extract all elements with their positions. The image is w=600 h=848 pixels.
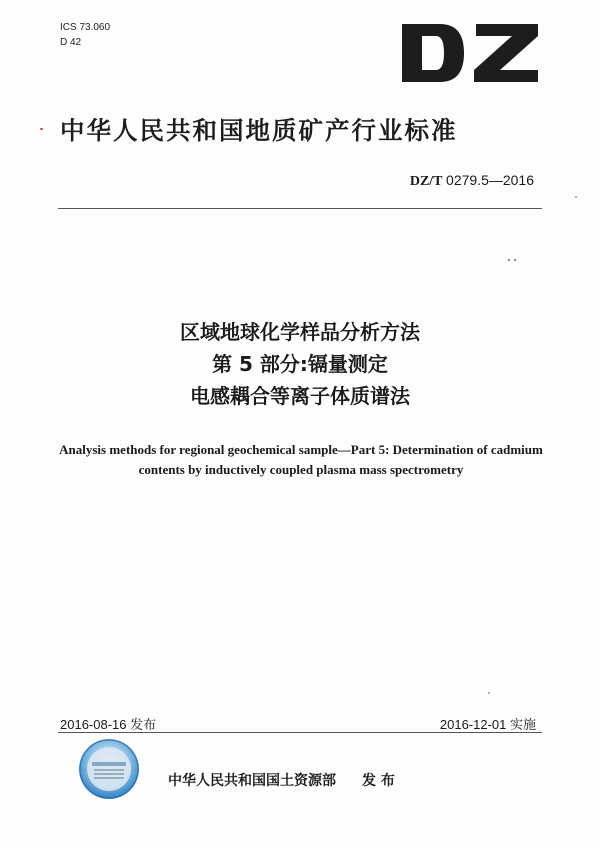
chinese-title-line-1: 区域地球化学样品分析方法 xyxy=(180,320,420,344)
issue-date: 2016-08-16 发布 xyxy=(60,717,157,732)
english-title: Analysis methods for regional geochemical sample—Part 5: Determination of cadmium contents by inductively coupled plasma mass spectrometry xyxy=(59,442,543,477)
ics-code: ICS 73.060 xyxy=(60,22,111,33)
scan-speck xyxy=(488,692,490,694)
standard-number-value: 0279.5—2016 xyxy=(446,172,534,188)
classification-codes xyxy=(60,20,110,50)
issuing-authority xyxy=(168,770,395,790)
implementation-date: 2016-12-01 实施 xyxy=(439,717,536,732)
scan-speck xyxy=(514,259,516,261)
standard-number xyxy=(410,172,534,190)
standard-number-prefix: DZ/T xyxy=(409,174,443,189)
scan-speck xyxy=(40,128,43,130)
bottom-divider xyxy=(58,732,542,733)
scan-speck xyxy=(508,259,510,261)
dz-logo xyxy=(398,22,542,84)
ccs-code: D 42 xyxy=(60,37,82,48)
top-divider xyxy=(58,208,542,209)
scan-speck xyxy=(575,196,577,198)
seal-icon xyxy=(78,738,140,800)
chinese-title-line-3: 电感耦合等离子体质谱法 xyxy=(190,384,410,408)
chinese-title-line-2: 第 5 部分:镉量测定 xyxy=(212,352,388,376)
standard-category-name: 中华人民共和国地质矿产行业标准 xyxy=(60,116,458,145)
issuer-action: 发 布 xyxy=(362,773,395,789)
issuer-name: 中华人民共和国国土资源部 xyxy=(168,773,336,789)
chinese-title xyxy=(60,316,540,412)
